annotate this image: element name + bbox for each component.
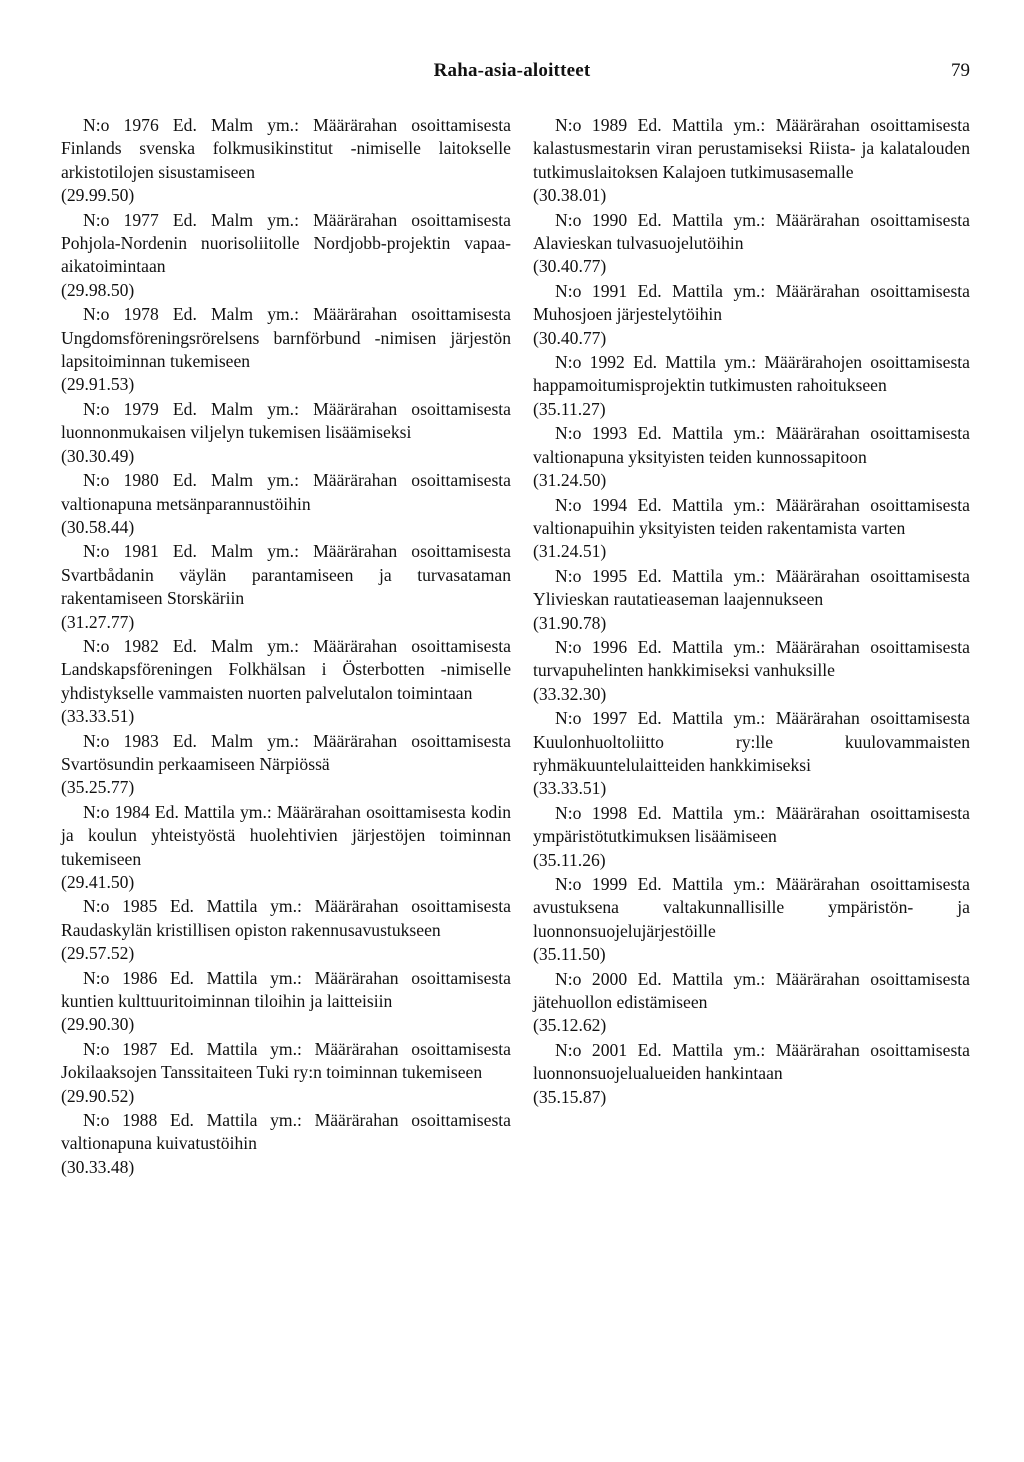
entry-item xyxy=(61,801,511,895)
entry-text: N:o 1987 Ed. Mattila ym.: Määrärahan osoittamisesta Jokilaaksojen Tanssitaiteen Tuki ry:n toiminnan tukemiseen xyxy=(61,1038,511,1083)
entry-item xyxy=(61,114,511,208)
entry-reference: (29.41.50) xyxy=(61,872,135,892)
entry-reference: (35.25.77) xyxy=(61,777,135,798)
page-number: 79 xyxy=(951,60,970,81)
entry-text: N:o 1979 Ed. Malm ym.: Määrärahan osoittamisesta luonnonmukaisen viljelyn tukemisen lisäämiseksi xyxy=(61,398,511,443)
entry-reference: (31.24.50) xyxy=(533,470,607,491)
entry-item xyxy=(533,280,970,350)
entry-reference: (29.90.52) xyxy=(61,1085,135,1106)
left-column xyxy=(61,114,511,1180)
entry-item xyxy=(533,494,970,564)
entry-reference: (30.33.48) xyxy=(61,1156,135,1177)
entry-text: N:o 1988 Ed. Mattila ym.: Määrärahan osoittamisesta valtionapuna kuivatustöihin xyxy=(61,1110,511,1154)
entry-reference: (31.27.77) xyxy=(61,611,135,632)
entry-reference: (30.40.77) xyxy=(533,327,607,348)
entry-reference: (35.11.26) xyxy=(533,849,606,870)
entry-item xyxy=(61,1109,511,1179)
entry-text: N:o 1976 Ed. Malm ym.: Määrärahan osoittamisesta Finlands svenska folkmusikinstitut -nimiselle laitokselle arkistotilojen sisustamiseen xyxy=(61,115,511,182)
entry-item xyxy=(533,636,970,706)
entry-text: N:o 2001 Ed. Mattila ym.: Määrärahan osoittamisesta luonnonsuojelualueiden hankintaan xyxy=(533,1039,970,1084)
entry-item xyxy=(61,635,511,729)
entry-item xyxy=(533,209,970,279)
entry-reference: (29.98.50) xyxy=(61,279,135,300)
entry-text: N:o 1986 Ed. Mattila ym.: Määrärahan osoittamisesta kuntien kulttuuritoiminnan tiloihin ja laitteisiin xyxy=(61,967,511,1012)
entry-item xyxy=(61,895,511,965)
entry-text: N:o 1977 Ed. Malm ym.: Määrärahan osoittamisesta Pohjola-Nordenin nuorisoliitolle Nordjobb-projektin vapaa-aikatoimintaan xyxy=(61,209,511,277)
entry-item xyxy=(533,707,970,801)
entry-item xyxy=(61,209,511,303)
right-column xyxy=(533,114,970,1110)
entry-reference: (33.33.51) xyxy=(61,706,135,727)
entry-reference: (35.11.50) xyxy=(533,944,606,965)
entry-reference: (35.12.62) xyxy=(533,1015,607,1036)
entry-text: N:o 1998 Ed. Mattila ym.: Määrärahan osoittamisesta ympäristötutkimuksen lisäämiseen xyxy=(533,802,970,847)
entry-reference: (29.90.30) xyxy=(61,1014,135,1035)
entry-reference: (31.90.78) xyxy=(533,612,607,633)
entry-text: N:o 1992 Ed. Mattila ym.: Määrärahojen osoittamisesta happamoitumisprojektin tutkimusten rahoitukseen xyxy=(533,352,970,396)
entry-reference: (35.11.27) xyxy=(533,398,606,419)
entry-text: N:o 1982 Ed. Malm ym.: Määrärahan osoittamisesta Landskapsföreningen Folkhälsan i Österbotten -nimiselle yhdistykselle vammaisten nuorten palvelutalon toimintaan xyxy=(61,635,511,703)
entry-text: N:o 1983 Ed. Malm ym.: Määrärahan osoittamisesta Svartösundin perkaamiseen Närpiössä xyxy=(61,730,511,774)
entry-text: N:o 1981 Ed. Malm ym.: Määrärahan osoittamisesta Svartbådanin väylän parantamiseen ja turvasataman rakentamiseen Storskäriin xyxy=(61,541,511,609)
entry-text: N:o 1994 Ed. Mattila ym.: Määrärahan osoittamisesta valtionapuihin yksityisten teiden rakentamista varten xyxy=(533,494,970,538)
entry-reference: (30.30.49) xyxy=(61,445,135,466)
entry-text: N:o 1999 Ed. Mattila ym.: Määrärahan osoittamisesta avustuksena valtakunnallisille ympäristön- ja luonnonsuojelujärjestöille xyxy=(533,874,970,941)
entry-item xyxy=(533,422,970,492)
entry-item xyxy=(61,303,511,397)
entry-text: N:o 1984 Ed. Mattila ym.: Määrärahan osoittamisesta kodin ja koulun yhteistyöstä huolehtivien järjestöjen toiminnan tukemiseen xyxy=(61,801,511,869)
entry-reference: (29.91.53) xyxy=(61,374,135,395)
entry-text: N:o 1978 Ed. Malm ym.: Määrärahan osoittamisesta Ungdomsföreningsrörelsens barnförbund -nimisen järjestön lapsitoiminnan tukemiseen xyxy=(61,304,511,372)
running-header-title: Raha-asia-aloitteet xyxy=(433,60,591,81)
entry-item xyxy=(61,540,511,634)
entry-item xyxy=(61,730,511,800)
entry-reference: (30.58.44) xyxy=(61,516,135,537)
entry-reference: (30.38.01) xyxy=(533,185,607,206)
entry-text: N:o 1985 Ed. Mattila ym.: Määrärahan osoittamisesta Raudaskylän kristillisen opiston rakennusavustukseen xyxy=(61,896,511,940)
entry-text: N:o 1993 Ed. Mattila ym.: Määrärahan osoittamisesta valtionapuna yksityisten teiden kunnossapitoon xyxy=(533,423,970,467)
entry-item xyxy=(533,968,970,1038)
entry-text: N:o 1996 Ed. Mattila ym.: Määrärahan osoittamisesta turvapuhelinten hankkimiseksi vanhuksille xyxy=(533,636,970,681)
entry-text: N:o 1989 Ed. Mattila ym.: Määrärahan osoittamisesta kalastusmestarin viran perustamiseksi Riista- ja kalatalouden tutkimuslaitoksen Kalajoen tutkimusasemalle xyxy=(533,115,970,182)
entry-item xyxy=(533,873,970,967)
entry-item xyxy=(533,114,970,208)
entry-reference: (30.40.77) xyxy=(533,256,607,277)
entry-reference: (29.57.52) xyxy=(61,943,135,964)
entry-item xyxy=(61,469,511,539)
entry-reference: (31.24.51) xyxy=(533,541,607,562)
entry-item xyxy=(61,398,511,468)
entry-reference: (33.32.30) xyxy=(533,683,607,704)
entry-item xyxy=(533,802,970,872)
entry-reference: (33.33.51) xyxy=(533,778,607,799)
entry-text: N:o 1997 Ed. Mattila ym.: Määrärahan osoittamisesta Kuulonhuoltoliitto ry:lle kuulovammaisten ryhmäkuuntelulaitteiden hankkimiseksi xyxy=(533,708,970,775)
entry-text: N:o 1990 Ed. Mattila ym.: Määrärahan osoittamisesta Alavieskan tulvasuojelutöihin xyxy=(533,209,970,254)
entry-text: N:o 1995 Ed. Mattila ym.: Määrärahan osoittamisesta Ylivieskan rautatieaseman laajennukseen xyxy=(533,565,970,610)
entry-item xyxy=(533,351,970,421)
entry-text: N:o 2000 Ed. Mattila ym.: Määrärahan osoittamisesta jätehuollon edistämiseen xyxy=(533,968,970,1013)
entry-reference: (35.15.87) xyxy=(533,1086,607,1107)
entry-text: N:o 1991 Ed. Mattila ym.: Määrärahan osoittamisesta Muhosjoen järjestelytöihin xyxy=(533,280,970,325)
entry-item xyxy=(61,1038,511,1108)
entry-text: N:o 1980 Ed. Malm ym.: Määrärahan osoittamisesta valtionapuna metsänparannustöihin xyxy=(61,470,511,514)
entry-reference: (29.99.50) xyxy=(61,185,135,206)
entry-item xyxy=(533,1039,970,1109)
entry-item xyxy=(533,565,970,635)
entry-item xyxy=(61,967,511,1037)
